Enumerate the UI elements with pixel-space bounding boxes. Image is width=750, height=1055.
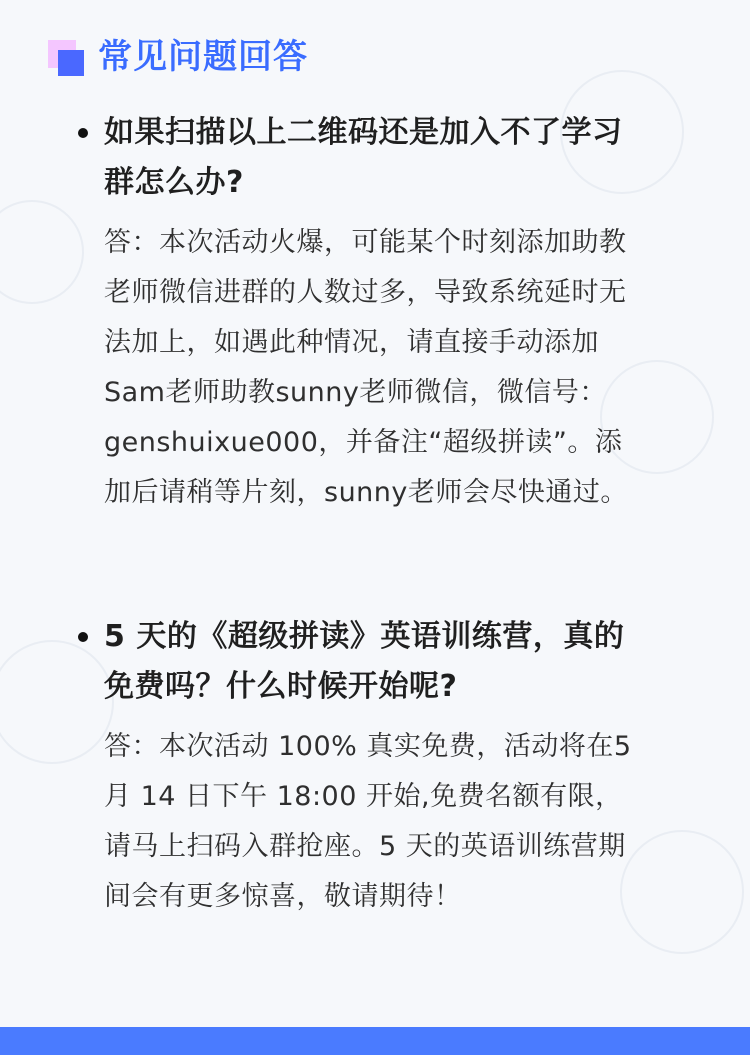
faq-answer-text: 答：本次活动火爆，可能某个时刻添加助教老师微信进群的人数过多，导致系统延时无法加上，如遇此种情况，请直接手动添加Sam老师助教sunny老师微信，微信号：genshuixue000，并备注“超级拼读”。添加后请稍等片刻，sunny老师会尽快通过。 <box>104 227 628 508</box>
faq-answer <box>78 722 648 922</box>
faq-answer <box>78 218 648 518</box>
faq-item <box>78 108 648 518</box>
faq-question-text: 如果扫描以上二维码还是加入不了学习群怎么办? <box>104 115 623 200</box>
bullet-icon <box>78 632 88 642</box>
faq-question <box>78 108 648 208</box>
bottom-bar <box>0 1027 750 1055</box>
faq-question <box>78 612 648 712</box>
faq-answer-text: 答：本次活动 100% 真实免费，活动将在5月 14 日下午 18:00 开始,免费名额有限，请马上扫码入群抢座。5 天的英语训练营期间会有更多惊喜，敬请期待！ <box>104 731 632 912</box>
section-title-icon <box>48 40 84 76</box>
faq-item <box>78 612 648 922</box>
watermark-decoration <box>0 200 84 304</box>
faq-question-text: 5 天的《超级拼读》英语训练营，真的免费吗？什么时候开始呢? <box>104 619 625 704</box>
page-header <box>48 36 308 80</box>
bullet-icon <box>78 128 88 138</box>
page-title: 常见问题回答 <box>98 37 308 78</box>
title-icon-front-square <box>58 50 84 76</box>
